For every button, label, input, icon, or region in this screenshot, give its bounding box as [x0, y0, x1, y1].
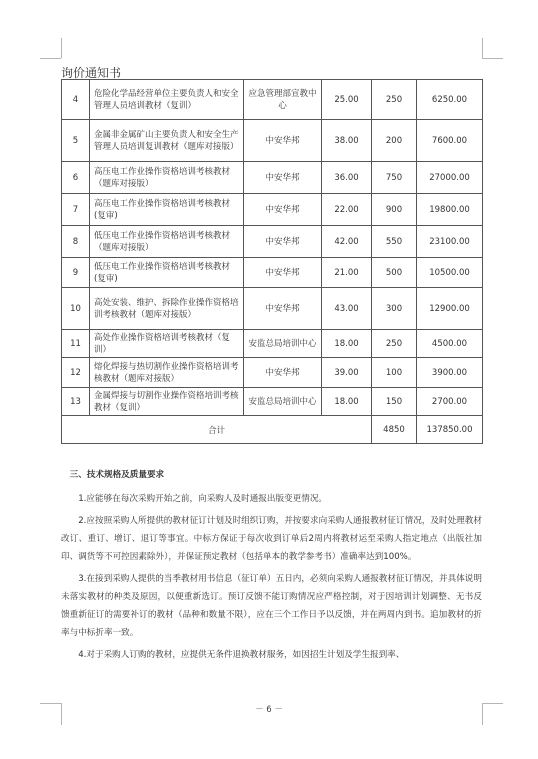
- publisher: 中安华邦: [244, 358, 322, 388]
- publisher: 中安华邦: [244, 258, 322, 288]
- amount: 27000.00: [417, 162, 483, 194]
- document-header-title: 询价通知书: [61, 66, 122, 80]
- section-heading: 三、技术规格及质量要求: [69, 470, 165, 480]
- quantity: 500: [372, 258, 417, 288]
- unit-price: 43.00: [322, 288, 372, 330]
- row-number: 10: [62, 288, 90, 330]
- page-number: － 6 －: [255, 705, 283, 715]
- table-row: [62, 80, 483, 120]
- unit-price: 38.00: [322, 120, 372, 162]
- requirements-section: [61, 466, 482, 664]
- paragraph: 1.应能够在每次采购开始之前，向采购人及时通报出版变更情况。: [78, 494, 328, 504]
- material-name: 危险化学品经营单位主要负责人和安全管理人员培训教材（复训）: [90, 80, 244, 120]
- table-row: [62, 226, 483, 258]
- table-row: [62, 120, 483, 162]
- row-number: 12: [62, 358, 90, 388]
- material-name: 熔化焊接与热切割作业操作资格培训考核教材（题库对接版）: [90, 358, 244, 388]
- unit-price: 42.00: [322, 226, 372, 258]
- quantity: 150: [372, 388, 417, 416]
- table-row: [62, 358, 483, 388]
- amount: 2700.00: [417, 388, 483, 416]
- unit-price: 18.00: [322, 388, 372, 416]
- row-number: 9: [62, 258, 90, 288]
- row-number: 8: [62, 226, 90, 258]
- table-row: [62, 258, 483, 288]
- quantity: 550: [372, 226, 417, 258]
- amount: 7600.00: [417, 120, 483, 162]
- material-name: 高处安装、维护、拆除作业操作资格培训考核教材（题库对接版）: [90, 288, 244, 330]
- crop-mark-top-right: [482, 58, 503, 59]
- total-row: [62, 416, 483, 444]
- unit-price: 25.00: [322, 80, 372, 120]
- unit-price: 21.00: [322, 258, 372, 288]
- amount: 23100.00: [417, 226, 483, 258]
- materials-table: [61, 79, 483, 444]
- material-name: 高处作业操作资格培训考核教材（复训）: [90, 330, 244, 358]
- paragraph: 2.应按照采购人所提供的教材征订计划及时组织订购，并按要求向采购人通报教材征订情况，及时处理教材改订、重订、增订、退订等事宜。中标方保证于每次收到订单后2周内将教材运至采购人指定地点（出版社加印、调货等不可控因素除外），并保证预定教材（包括单本的教学参考书）准确率达到100%。: [61, 516, 482, 562]
- amount: 19800.00: [417, 194, 483, 226]
- publisher: 中安华邦: [244, 288, 322, 330]
- row-number: 7: [62, 194, 90, 226]
- paragraph: 4.对于采购人订购的教材，应提供无条件退换教材服务，如因招生计划及学生报到率、: [78, 650, 405, 660]
- table-row: [62, 330, 483, 358]
- publisher: 安监总局培训中心: [244, 388, 322, 416]
- publisher: 中安华邦: [244, 120, 322, 162]
- amount: 12900.00: [417, 288, 483, 330]
- quantity: 300: [372, 288, 417, 330]
- unit-price: 18.00: [322, 330, 372, 358]
- crop-mark-top-left: [40, 58, 61, 59]
- quantity: 100: [372, 358, 417, 388]
- publisher: 中安华邦: [244, 162, 322, 194]
- publisher: 安监总局培训中心: [244, 330, 322, 358]
- unit-price: 39.00: [322, 358, 372, 388]
- quantity: 250: [372, 80, 417, 120]
- material-name: 金属焊接与切割作业操作资格培训考核教材（复训）: [90, 388, 244, 416]
- crop-mark-top-right: [482, 38, 483, 58]
- table-row: [62, 288, 483, 330]
- unit-price: 36.00: [322, 162, 372, 194]
- material-name: 高压电工作业操作资格培训考核教材（题库对接版）: [90, 162, 244, 194]
- row-number: 11: [62, 330, 90, 358]
- quantity: 200: [372, 120, 417, 162]
- publisher: 中安华邦: [244, 226, 322, 258]
- publisher: 应急管理部宣教中心: [244, 80, 322, 120]
- row-number: 6: [62, 162, 90, 194]
- amount: 3900.00: [417, 358, 483, 388]
- row-number: 5: [62, 120, 90, 162]
- total-label: 合计: [62, 416, 372, 444]
- material-name: 低压电工作业操作资格培训考核教材(复审): [90, 258, 244, 288]
- total-amount: 137850.00: [417, 416, 483, 444]
- material-name: 高压电工作业操作资格培训考核教材(复审): [90, 194, 244, 226]
- quantity: 750: [372, 162, 417, 194]
- quantity: 250: [372, 330, 417, 358]
- row-number: 13: [62, 388, 90, 416]
- material-name: 低压电工作业操作资格培训考核教材（题库对接版）: [90, 226, 244, 258]
- amount: 10500.00: [417, 258, 483, 288]
- paragraph: 3.在接到采购人提供的当季教材用书信息（征订单）五日内，必须向采购人通报教材征订情况，并具体说明未落实教材的种类及原因，以便重新选订。预订反馈不能订购情况应严格控制，对于因培训计划调整、无书反馈重新征订的需要补订的教材（品种和数量不限），应在三个工作日予以反馈，并在两周内到书。追加教材的折率与中标折率一致。: [61, 574, 482, 638]
- crop-mark-top-left: [61, 38, 62, 58]
- table-row: [62, 194, 483, 226]
- table-row: [62, 388, 483, 416]
- amount: 4500.00: [417, 330, 483, 358]
- row-number: 4: [62, 80, 90, 120]
- unit-price: 22.00: [322, 194, 372, 226]
- quantity: 900: [372, 194, 417, 226]
- table-row: [62, 162, 483, 194]
- publisher: 中安华邦: [244, 194, 322, 226]
- total-quantity: 4850: [372, 416, 417, 444]
- material-name: 金属非金属矿山主要负责人和安全生产管理人员培训复训教材（题库对接版）: [90, 120, 244, 162]
- amount: 6250.00: [417, 80, 483, 120]
